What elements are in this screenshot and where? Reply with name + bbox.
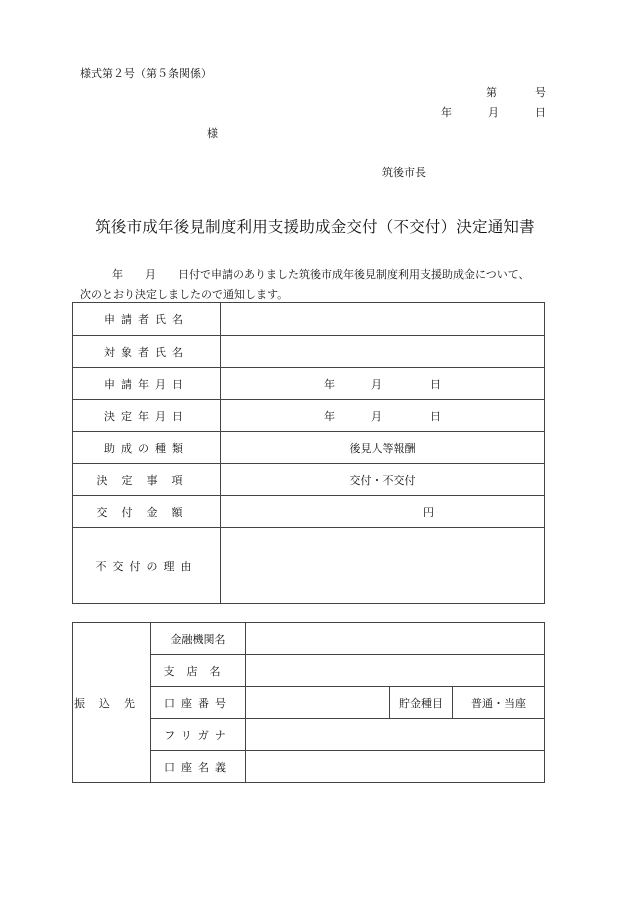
body-line1-rest: 日付で申請のありました筑後市成年後見制度利用支援助成金について、: [178, 268, 530, 281]
branch-name-label: 支店名: [151, 655, 246, 687]
furigana-label: フリガナ: [151, 719, 246, 751]
account-name-label: 口座名義: [151, 751, 246, 783]
doc-number-prefix: 第: [486, 86, 497, 99]
issuer: 筑後市長: [382, 166, 426, 179]
form-number: 様式第２号（第５条関係）: [80, 67, 212, 80]
bank-name-label: 金融機関名: [151, 623, 246, 655]
issue-date-day: 日: [535, 106, 546, 119]
deposit-type-value: 普通・当座: [453, 687, 545, 719]
decision-label: 決定事項: [73, 464, 221, 496]
amount-unit: 円: [423, 505, 434, 519]
subsidy-type-value: 後見人等報酬: [221, 432, 545, 464]
body-paragraph: [80, 265, 530, 305]
applicant-name-field[interactable]: [221, 303, 545, 336]
transfer-table: [72, 622, 545, 783]
furigana-field[interactable]: [246, 719, 545, 751]
subject-name-label: 対象者氏名: [73, 336, 221, 368]
bank-name-field[interactable]: [246, 623, 545, 655]
application-date-field[interactable]: 年 月 日: [221, 368, 545, 400]
account-number-label: 口座番号: [151, 687, 246, 719]
decision-date-label: 決定年月日: [73, 400, 221, 432]
transfer-label: 振込先: [73, 623, 151, 783]
amount-label: 交付金額: [73, 496, 221, 528]
reason-field[interactable]: [221, 528, 545, 604]
doc-number-suffix: 号: [535, 86, 546, 99]
body-line-2: 次のとおり決定しましたので通知します。: [80, 288, 289, 301]
branch-name-field[interactable]: [246, 655, 545, 687]
issue-date-year: 年: [441, 106, 452, 119]
decision-table: [72, 302, 545, 604]
issue-date-month: 月: [488, 106, 499, 119]
decision-value: 交付・不交付: [221, 464, 545, 496]
subsidy-type-label: 助成の種類: [73, 432, 221, 464]
account-name-field[interactable]: [246, 751, 545, 783]
decision-date-field[interactable]: 年 月 日: [221, 400, 545, 432]
addressee-suffix: 様: [207, 127, 218, 140]
document-title: 筑後市成年後見制度利用支援助成金交付（不交付）決定通知書: [95, 218, 535, 236]
body-month: 月: [145, 268, 156, 281]
body-year: 年: [112, 268, 123, 281]
applicant-name-label: 申請者氏名: [73, 303, 221, 336]
account-number-field[interactable]: [246, 687, 390, 719]
body-line-1: [80, 265, 530, 285]
deposit-type-label: 貯金種目: [390, 687, 453, 719]
application-date-label: 申請年月日: [73, 368, 221, 400]
subject-name-field[interactable]: [221, 336, 545, 368]
reason-label: 不交付の理由: [73, 528, 221, 604]
amount-field[interactable]: [221, 496, 545, 528]
